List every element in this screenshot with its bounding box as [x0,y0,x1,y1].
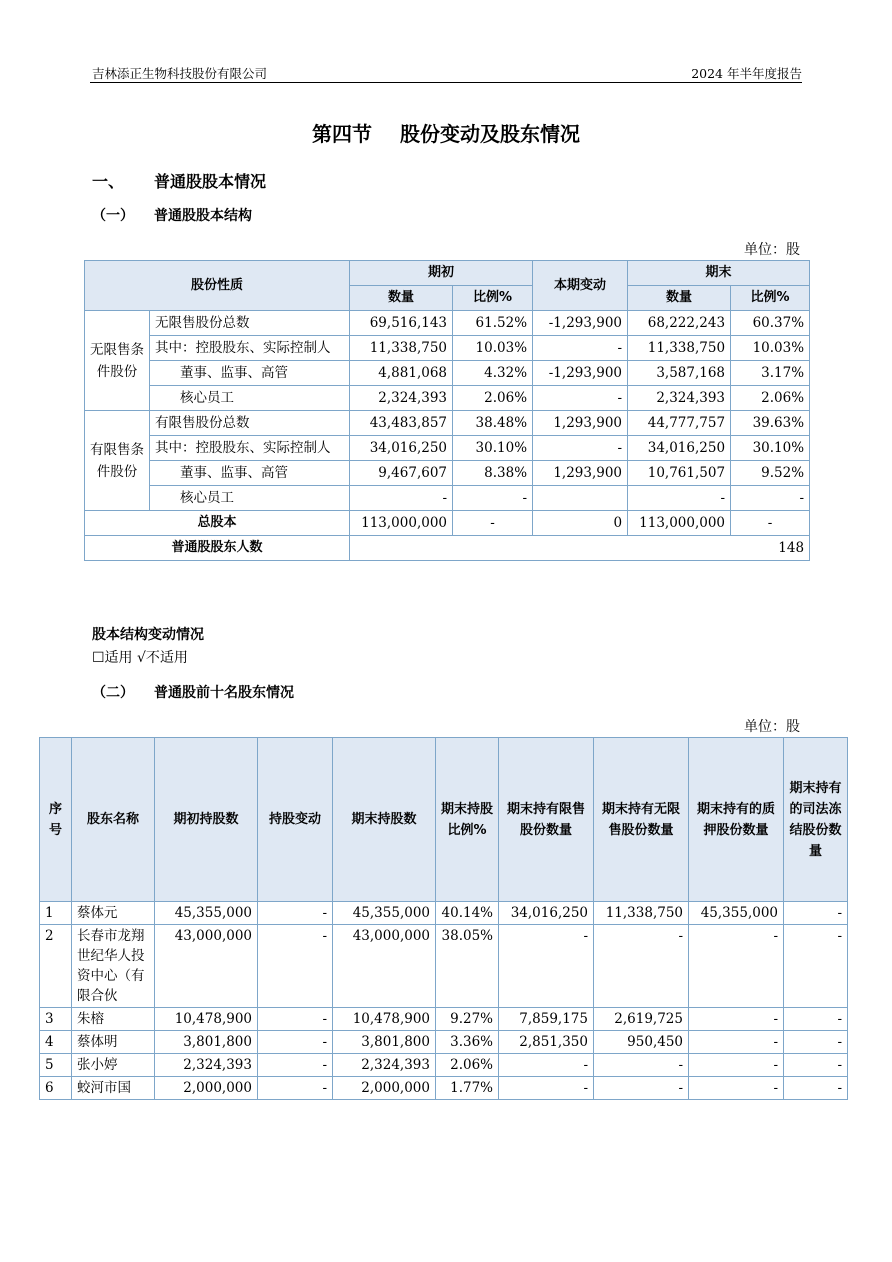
cell-restricted: - [499,1077,594,1100]
cell-no: 3 [40,1008,72,1031]
total-row [85,511,810,536]
begin-qty: 69,516,143 [350,311,453,336]
row-label: 其中：控股股东、实际控制人 [150,436,350,461]
cell-frozen: - [784,1077,848,1100]
part2-sub-heading [92,682,294,702]
th-no: 序号 [40,738,72,902]
cell-change: - [258,1054,333,1077]
table-row [40,1054,848,1077]
change: - [533,436,628,461]
begin-ratio: 8.38% [453,461,533,486]
end-qty: - [628,486,731,511]
cell-restricted: 2,851,350 [499,1031,594,1054]
cell-begin: 43,000,000 [155,925,258,1008]
table-row [85,461,810,486]
th-frozen: 期末持有的司法冻结股份数量 [784,738,848,902]
begin-ratio: 10.03% [453,336,533,361]
cell-change: - [258,902,333,925]
end-qty: 44,777,757 [628,411,731,436]
cell-end: 2,324,393 [333,1054,436,1077]
end-qty: 2,324,393 [628,386,731,411]
begin-qty: 4,881,068 [350,361,453,386]
end-ratio: 3.17% [731,361,810,386]
group-label-restricted: 有限售条件股份 [85,411,150,511]
table-row [85,336,810,361]
header-begin: 期初 [350,261,533,286]
cell-begin: 2,000,000 [155,1077,258,1100]
begin-ratio: 4.32% [453,361,533,386]
cell-change: - [258,1077,333,1100]
cell-unrestricted: - [594,1054,689,1077]
end-qty: 68,222,243 [628,311,731,336]
cell-restricted: - [499,1054,594,1077]
table-row [85,436,810,461]
cell-frozen: - [784,1054,848,1077]
th-restricted: 期末持有限售股份数量 [499,738,594,902]
change: -1,293,900 [533,311,628,336]
th-pledged: 期末持有的质押股份数量 [689,738,784,902]
cell-unrestricted: - [594,925,689,1008]
cell-change: - [258,1008,333,1031]
table-row [40,1008,848,1031]
cell-frozen: - [784,1031,848,1054]
cell-begin: 3,801,800 [155,1031,258,1054]
total-begin-ratio: - [453,511,533,536]
th-end: 期末持股数 [333,738,436,902]
total-change: 0 [533,511,628,536]
table-row [85,386,810,411]
holders-count: 148 [350,536,810,561]
share-structure-table [84,260,810,561]
th-begin: 期初持股数 [155,738,258,902]
cell-pledged: - [689,1008,784,1031]
part1-sub-title: 普通股股本结构 [154,208,252,224]
begin-qty: 11,338,750 [350,336,453,361]
cell-restricted: 7,859,175 [499,1008,594,1031]
unit-label-2: 单位：股 [744,719,800,735]
begin-qty: 2,324,393 [350,386,453,411]
begin-ratio: 38.48% [453,411,533,436]
cell-name: 长春市龙翔世纪华人投资中心（有限合伙 [72,925,155,1008]
part1-num: 一、 [92,172,125,191]
cell-change: - [258,1031,333,1054]
cell-no: 4 [40,1031,72,1054]
th-unrestricted: 期末持有无限售股份数量 [594,738,689,902]
cell-name: 张小婷 [72,1054,155,1077]
header-company: 吉林添正生物科技股份有限公司 [92,66,268,81]
total-end-ratio: - [731,511,810,536]
cell-end: 10,478,900 [333,1008,436,1031]
table-row [85,361,810,386]
cell-end: 45,355,000 [333,902,436,925]
header-end: 期末 [628,261,810,286]
part2-sub-num: （二） [92,685,134,701]
header-end-ratio: 比例% [731,286,810,311]
cell-restricted: 34,016,250 [499,902,594,925]
table-row [85,486,810,511]
table-row [40,1077,848,1100]
cell-restricted: - [499,925,594,1008]
total-label: 总股本 [85,511,350,536]
end-ratio: 10.03% [731,336,810,361]
end-ratio: - [731,486,810,511]
cell-begin: 2,324,393 [155,1054,258,1077]
change: - [533,336,628,361]
part1-title: 普通股股本情况 [154,172,267,191]
end-ratio: 9.52% [731,461,810,486]
table-row [85,411,810,436]
cell-pledged: - [689,1031,784,1054]
cell-begin: 10,478,900 [155,1008,258,1031]
change: -1,293,900 [533,361,628,386]
header-end-qty: 数量 [628,286,731,311]
change [533,486,628,511]
table-row [40,902,848,925]
header-begin-ratio: 比例% [453,286,533,311]
cell-end: 2,000,000 [333,1077,436,1100]
header-report: 2024 年半年度报告 [691,66,802,81]
row-label: 董事、监事、高管 [150,461,350,486]
end-ratio: 60.37% [731,311,810,336]
cell-pledged: - [689,1054,784,1077]
header-begin-qty: 数量 [350,286,453,311]
cell-frozen: - [784,902,848,925]
table-row [40,1031,848,1054]
row-label: 其中：控股股东、实际控制人 [150,336,350,361]
row-label: 有限售股份总数 [150,411,350,436]
section-name: 股份变动及股东情况 [400,122,580,146]
cell-unrestricted: 11,338,750 [594,902,689,925]
cell-no: 1 [40,902,72,925]
begin-ratio: 30.10% [453,436,533,461]
cell-pledged: - [689,925,784,1008]
part1-heading [92,169,266,192]
row-label: 无限售股份总数 [150,311,350,336]
cell-ratio: 9.27% [436,1008,499,1031]
cell-ratio: 1.77% [436,1077,499,1100]
end-qty: 34,016,250 [628,436,731,461]
change: 1,293,900 [533,461,628,486]
th-change: 持股变动 [258,738,333,902]
cell-ratio: 2.06% [436,1054,499,1077]
cell-ratio: 40.14% [436,902,499,925]
row-label: 核心员工 [150,386,350,411]
cell-no: 5 [40,1054,72,1077]
end-qty: 3,587,168 [628,361,731,386]
header-nature: 股份性质 [85,261,350,311]
header-change: 本期变动 [533,261,628,311]
cell-change: - [258,925,333,1008]
part1-sub-num: （一） [92,208,134,224]
row-label: 核心员工 [150,486,350,511]
end-ratio: 30.10% [731,436,810,461]
table-row [40,925,848,1008]
header-divider [90,82,802,83]
cell-unrestricted: 950,450 [594,1031,689,1054]
th-ratio: 期末持股比例% [436,738,499,902]
end-ratio: 39.63% [731,411,810,436]
cell-begin: 45,355,000 [155,902,258,925]
total-begin-qty: 113,000,000 [350,511,453,536]
th-name: 股东名称 [72,738,155,902]
cell-ratio: 3.36% [436,1031,499,1054]
cell-ratio: 38.05% [436,925,499,1008]
cell-name: 朱榕 [72,1008,155,1031]
cell-pledged: - [689,1077,784,1100]
holders-label: 普通股股东人数 [85,536,350,561]
cell-name: 蔡体元 [72,902,155,925]
begin-qty: - [350,486,453,511]
cell-frozen: - [784,925,848,1008]
begin-qty: 9,467,607 [350,461,453,486]
total-end-qty: 113,000,000 [628,511,731,536]
cell-unrestricted: 2,619,725 [594,1008,689,1031]
applicability: ☐适用 √不适用 [92,650,188,666]
cell-end: 43,000,000 [333,925,436,1008]
group-label-unrestricted: 无限售条件股份 [85,311,150,411]
section-num: 第四节 [312,122,372,146]
section-title [0,118,892,147]
top-shareholders-table [39,737,848,1100]
cell-no: 2 [40,925,72,1008]
cell-name: 蛟河市国 [72,1077,155,1100]
end-ratio: 2.06% [731,386,810,411]
begin-ratio: - [453,486,533,511]
cell-no: 6 [40,1077,72,1100]
cell-name: 蔡体明 [72,1031,155,1054]
begin-qty: 34,016,250 [350,436,453,461]
cell-frozen: - [784,1008,848,1031]
change: 1,293,900 [533,411,628,436]
holders-row [85,536,810,561]
part2-sub-title: 普通股前十名股东情况 [154,685,294,701]
unit-label: 单位：股 [744,242,800,258]
part1-sub-heading [92,205,252,225]
table-row [85,311,810,336]
begin-qty: 43,483,857 [350,411,453,436]
cell-pledged: 45,355,000 [689,902,784,925]
cell-end: 3,801,800 [333,1031,436,1054]
change-title: 股本结构变动情况 [92,627,204,643]
end-qty: 11,338,750 [628,336,731,361]
row-label: 董事、监事、高管 [150,361,350,386]
change: - [533,386,628,411]
end-qty: 10,761,507 [628,461,731,486]
begin-ratio: 61.52% [453,311,533,336]
begin-ratio: 2.06% [453,386,533,411]
cell-unrestricted: - [594,1077,689,1100]
